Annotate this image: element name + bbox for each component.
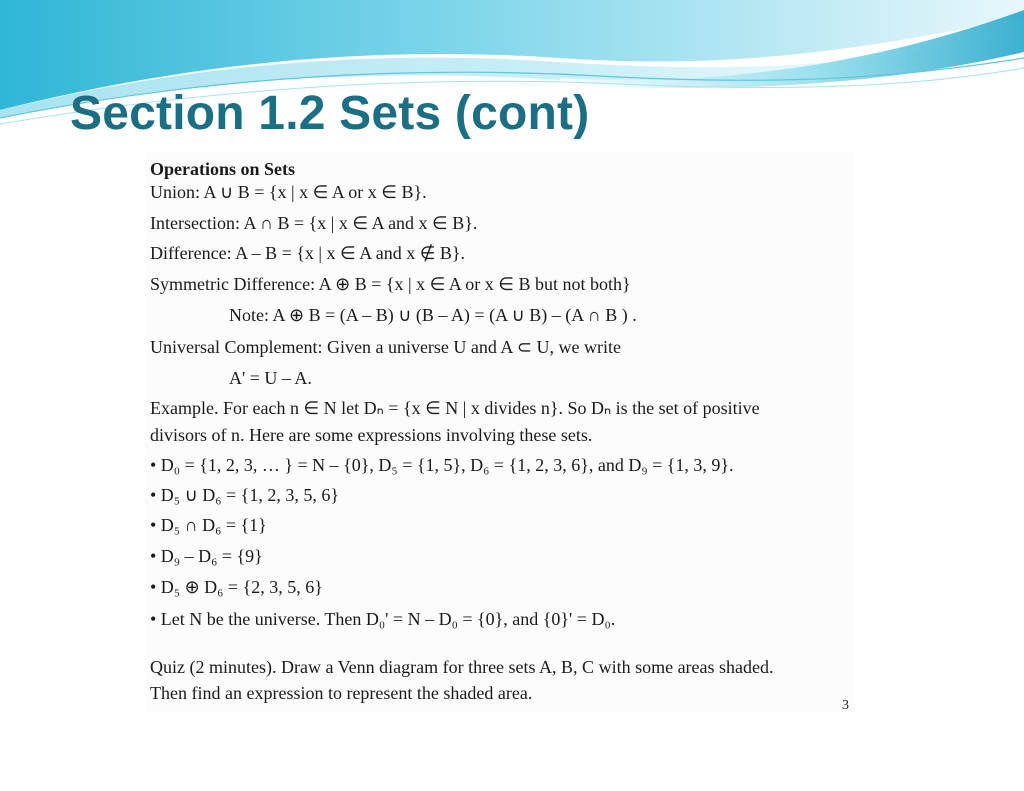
slide-title: Section 1.2 Sets (cont) — [70, 87, 590, 140]
bullet-intersection: • D₅ ∩ D₆ = {1} — [150, 515, 267, 535]
universal-complement-definition: Universal Complement: Given a universe U and A ⊂ U, we write — [150, 337, 621, 357]
difference-definition: Difference: A – B = {x | x ∈ A and x ∉ B}. — [150, 243, 466, 263]
complement-formula: A' = U – A. — [229, 368, 312, 388]
quiz-line-1: Quiz (2 minutes). Draw a Venn diagram for three sets A, B, C with some areas shaded. — [150, 657, 774, 677]
bullet-union: • D₅ ∪ D₆ = {1, 2, 3, 5, 6} — [150, 485, 339, 505]
quiz-line-2: Then find an expression to represent the shaded area. — [150, 683, 533, 703]
union-definition: Union: A ∪ B = {x | x ∈ A or x ∈ B}. — [150, 182, 427, 202]
bullet-divisor-sets: • D₀ = {1, 2, 3, … } = N – {0}, D₅ = {1, 5}, D₆ = {1, 2, 3, 6}, and D₉ = {1, 3, 9}. — [150, 455, 734, 475]
page-number: 3 — [842, 698, 849, 713]
bullet-symmetric-difference: • D₅ ⊕ D₆ = {2, 3, 5, 6} — [150, 577, 323, 597]
section-heading: Operations on Sets — [150, 159, 296, 179]
intersection-definition: Intersection: A ∩ B = {x | x ∈ A and x ∈ B}. — [150, 213, 478, 233]
symmetric-difference-definition: Symmetric Difference: A ⊕ B = {x | x ∈ A or x ∈ B but not both} — [150, 274, 631, 294]
example-line-1: Example. For each n ∈ N let Dₙ = {x ∈ N | x divides n}. So Dₙ is the set of positive — [150, 398, 760, 418]
example-line-2: divisors of n. Here are some expressions involving these sets. — [150, 425, 593, 445]
symmetric-difference-note: Note: A ⊕ B = (A – B) ∪ (B – A) = (A ∪ B) – (A ∩ B ) . — [229, 305, 637, 325]
bullet-difference: • D₉ – D₆ = {9} — [150, 546, 263, 566]
bullet-complement: • Let N be the universe. Then D₀' = N – D₀ = {0}, and {0}' = D₀. — [150, 609, 616, 629]
